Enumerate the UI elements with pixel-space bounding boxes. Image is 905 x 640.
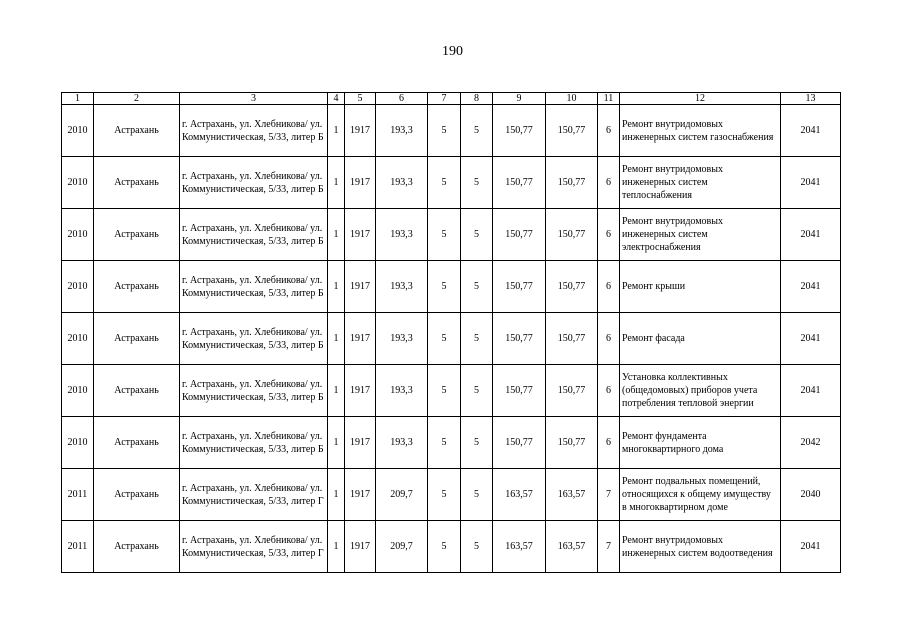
table-cell: 6: [598, 105, 620, 157]
table-cell: 193,3: [376, 105, 428, 157]
table-cell: 5: [428, 157, 461, 209]
table-cell: 2040: [781, 469, 841, 521]
table-cell: 209,7: [376, 469, 428, 521]
table-cell: 1917: [345, 417, 376, 469]
column-number-3: 3: [180, 93, 328, 105]
table-cell: 2011: [62, 469, 94, 521]
table-cell: Ремонт фундамента многоквартирного дома: [620, 417, 781, 469]
table-cell: Ремонт внутридомовых инженерных систем газоснабжения: [620, 105, 781, 157]
table-cell: 1917: [345, 365, 376, 417]
table-cell: Астрахань: [94, 313, 180, 365]
table-cell: 5: [428, 105, 461, 157]
column-number-9: 9: [493, 93, 546, 105]
table-cell: 5: [461, 105, 493, 157]
table-cell: 150,77: [493, 417, 546, 469]
column-number-row: [62, 93, 841, 105]
page-number: 190: [442, 44, 463, 59]
table-row: [62, 105, 841, 157]
table-cell: Ремонт внутридомовых инженерных систем теплоснабжения: [620, 157, 781, 209]
table-cell: Ремонт фасада: [620, 313, 781, 365]
table-cell: 2042: [781, 417, 841, 469]
table-cell: 193,3: [376, 313, 428, 365]
table-cell: Ремонт внутридомовых инженерных систем электроснабжения: [620, 209, 781, 261]
table-cell: 193,3: [376, 261, 428, 313]
table-cell: 5: [428, 417, 461, 469]
table-cell: Астрахань: [94, 261, 180, 313]
column-number-13: 13: [781, 93, 841, 105]
table-cell: 150,77: [546, 261, 598, 313]
table-cell: Установка коллективных (общедомовых) приборов учета потребления тепловой энергии: [620, 365, 781, 417]
table-cell: 193,3: [376, 417, 428, 469]
table-cell: 7: [598, 469, 620, 521]
table-cell: 150,77: [546, 313, 598, 365]
table-cell: 1: [328, 521, 345, 573]
table-cell: Астрахань: [94, 365, 180, 417]
table-cell: г. Астрахань, ул. Хлебникова/ ул. Коммунистическая, 5/33, литер Б: [180, 313, 328, 365]
table-cell: 150,77: [546, 209, 598, 261]
table-cell: 5: [461, 209, 493, 261]
table-body: [62, 105, 841, 573]
table-cell: 1917: [345, 261, 376, 313]
table-cell: 5: [428, 261, 461, 313]
table-cell: 5: [461, 365, 493, 417]
table-cell: 163,57: [546, 469, 598, 521]
table-cell: 5: [428, 209, 461, 261]
table-cell: 2041: [781, 209, 841, 261]
table-cell: 163,57: [546, 521, 598, 573]
table-cell: 1917: [345, 313, 376, 365]
table-row: [62, 521, 841, 573]
table-cell: 5: [428, 365, 461, 417]
table-cell: 2041: [781, 365, 841, 417]
table-cell: 1917: [345, 105, 376, 157]
table-cell: 163,57: [493, 521, 546, 573]
table-cell: 2011: [62, 521, 94, 573]
table-cell: 5: [461, 417, 493, 469]
table-cell: Астрахань: [94, 417, 180, 469]
table-cell: 2010: [62, 365, 94, 417]
table-cell: г. Астрахань, ул. Хлебникова/ ул. Коммунистическая, 5/33, литер Б: [180, 209, 328, 261]
table-cell: 2041: [781, 313, 841, 365]
table-cell: 6: [598, 261, 620, 313]
table-cell: 2041: [781, 157, 841, 209]
table-cell: г. Астрахань, ул. Хлебникова/ ул. Коммунистическая, 5/33, литер Г: [180, 469, 328, 521]
table-cell: 1: [328, 365, 345, 417]
column-number-6: 6: [376, 93, 428, 105]
table-row: [62, 261, 841, 313]
table-cell: 2010: [62, 261, 94, 313]
table-cell: 5: [428, 313, 461, 365]
table-cell: Астрахань: [94, 157, 180, 209]
column-number-1: 1: [62, 93, 94, 105]
table-cell: 7: [598, 521, 620, 573]
table-cell: 1: [328, 261, 345, 313]
table-cell: г. Астрахань, ул. Хлебникова/ ул. Коммунистическая, 5/33, литер Г: [180, 521, 328, 573]
table-cell: 5: [461, 157, 493, 209]
table-row: [62, 209, 841, 261]
table-cell: 1: [328, 157, 345, 209]
table-row: [62, 313, 841, 365]
table-cell: 2010: [62, 209, 94, 261]
table-cell: Ремонт подвальных помещений, относящихся к общему имуществу в многоквартирном доме: [620, 469, 781, 521]
table-row: [62, 365, 841, 417]
table-cell: г. Астрахань, ул. Хлебникова/ ул. Коммунистическая, 5/33, литер Б: [180, 365, 328, 417]
table-cell: 209,7: [376, 521, 428, 573]
table-cell: 193,3: [376, 365, 428, 417]
table-cell: 6: [598, 157, 620, 209]
table-cell: Астрахань: [94, 469, 180, 521]
table-cell: 1917: [345, 157, 376, 209]
table-cell: 150,77: [546, 417, 598, 469]
table-cell: 150,77: [493, 157, 546, 209]
table-cell: г. Астрахань, ул. Хлебникова/ ул. Коммунистическая, 5/33, литер Б: [180, 157, 328, 209]
table-row: [62, 417, 841, 469]
table-cell: 6: [598, 313, 620, 365]
table-cell: г. Астрахань, ул. Хлебникова/ ул. Коммунистическая, 5/33, литер Б: [180, 105, 328, 157]
table-cell: Ремонт крыши: [620, 261, 781, 313]
column-number-5: 5: [345, 93, 376, 105]
column-number-2: 2: [94, 93, 180, 105]
table-cell: 5: [461, 313, 493, 365]
column-number-12: 12: [620, 93, 781, 105]
table-cell: 6: [598, 417, 620, 469]
table-cell: 150,77: [546, 105, 598, 157]
table-cell: 1: [328, 313, 345, 365]
table-cell: 6: [598, 209, 620, 261]
column-number-4: 4: [328, 93, 345, 105]
table-cell: Астрахань: [94, 521, 180, 573]
column-number-11: 11: [598, 93, 620, 105]
table-cell: 2041: [781, 105, 841, 157]
table-cell: 2010: [62, 417, 94, 469]
table-cell: 150,77: [493, 105, 546, 157]
table-cell: 193,3: [376, 209, 428, 261]
table-cell: 193,3: [376, 157, 428, 209]
table-cell: 2010: [62, 105, 94, 157]
table-cell: 150,77: [546, 365, 598, 417]
table-cell: Астрахань: [94, 209, 180, 261]
table-cell: 150,77: [493, 365, 546, 417]
table-cell: 150,77: [493, 261, 546, 313]
table-cell: 1: [328, 105, 345, 157]
column-number-7: 7: [428, 93, 461, 105]
table-cell: 150,77: [493, 209, 546, 261]
table-cell: г. Астрахань, ул. Хлебникова/ ул. Коммунистическая, 5/33, литер Б: [180, 417, 328, 469]
table-cell: 1: [328, 209, 345, 261]
table-cell: 1917: [345, 209, 376, 261]
table-row: [62, 157, 841, 209]
table-cell: Астрахань: [94, 105, 180, 157]
table-cell: Ремонт внутридомовых инженерных систем водоотведения: [620, 521, 781, 573]
column-number-8: 8: [461, 93, 493, 105]
column-number-10: 10: [546, 93, 598, 105]
table-cell: 1917: [345, 521, 376, 573]
table-cell: 5: [428, 469, 461, 521]
table-cell: 2010: [62, 313, 94, 365]
table-cell: 5: [461, 261, 493, 313]
table-cell: 2041: [781, 261, 841, 313]
table-cell: 1917: [345, 469, 376, 521]
table-cell: г. Астрахань, ул. Хлебникова/ ул. Коммунистическая, 5/33, литер Б: [180, 261, 328, 313]
table-cell: 5: [461, 469, 493, 521]
table-cell: 2010: [62, 157, 94, 209]
table-cell: 1: [328, 469, 345, 521]
housing-repair-table: [61, 92, 841, 573]
table-cell: 6: [598, 365, 620, 417]
table-row: [62, 469, 841, 521]
table-cell: 1: [328, 417, 345, 469]
table-cell: 2041: [781, 521, 841, 573]
table-cell: 150,77: [546, 157, 598, 209]
table-cell: 5: [428, 521, 461, 573]
table-cell: 150,77: [493, 313, 546, 365]
table-cell: 5: [461, 521, 493, 573]
table-cell: 163,57: [493, 469, 546, 521]
